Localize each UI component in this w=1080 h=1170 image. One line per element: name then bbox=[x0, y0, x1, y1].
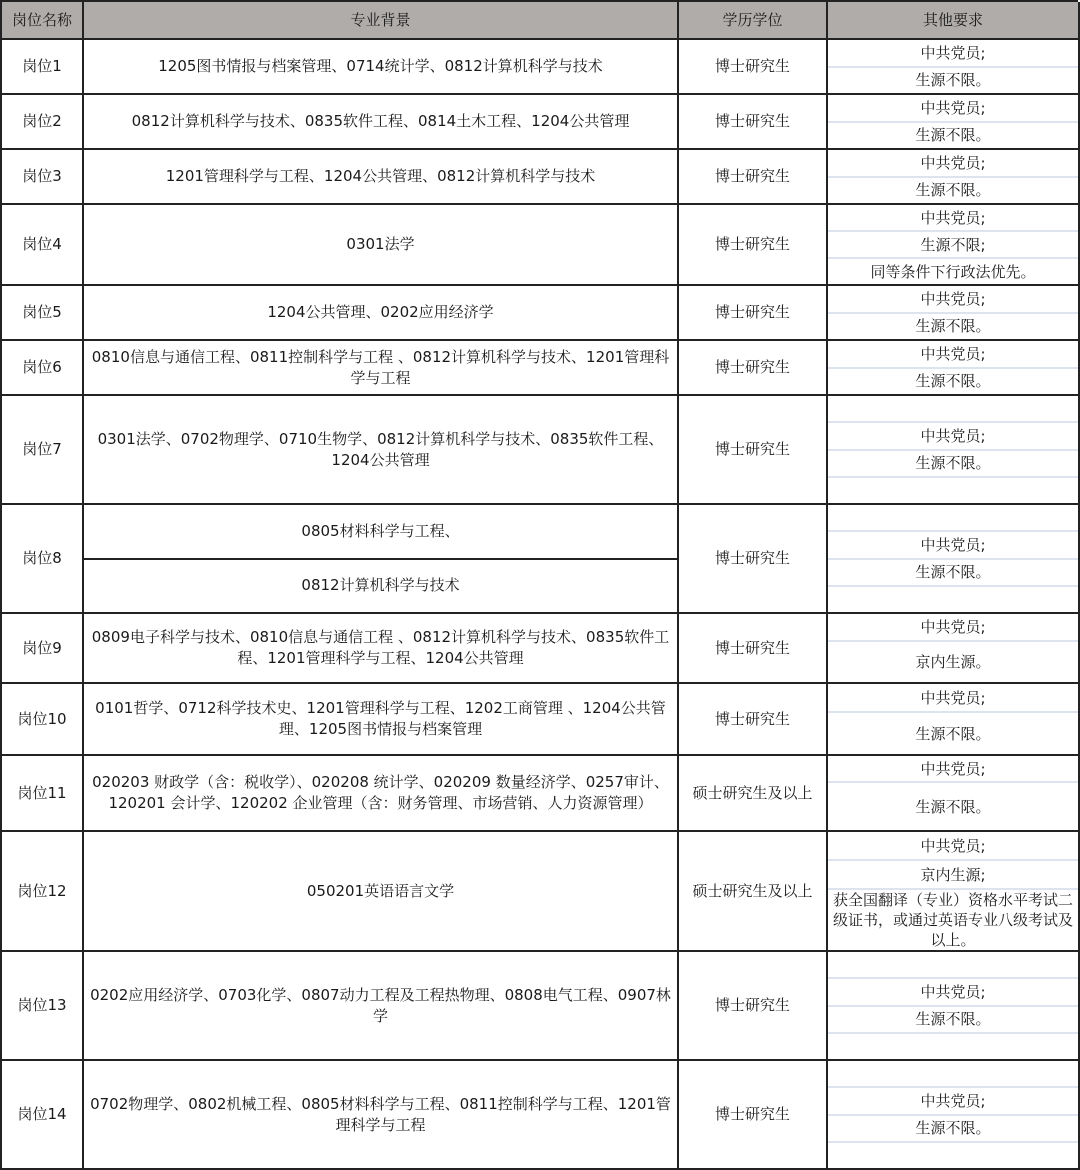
major-cell: 0810信息与通信工程、0811控制科学与工程 、0812计算机科学与技术、1201管理科学与工程 bbox=[84, 341, 679, 396]
position-name: 岗位10 bbox=[2, 684, 84, 756]
degree-cell: 博士研究生 bbox=[679, 1061, 828, 1170]
requirement-line: 京内生源。 bbox=[915, 653, 991, 672]
major-cell: 0301法学、0702物理学、0710生物学、0812计算机科学与技术、0835软件工程、1204公共管理 bbox=[84, 396, 679, 505]
requirement-line bbox=[828, 1143, 1078, 1168]
requirement-line: 获全国翻译（专业）资格水平考试二级证书，或通过英语专业八级考试及以上。 bbox=[832, 891, 1073, 949]
major-cell: 0812计算机科学与技术、0835软件工程、0814土木工程、1204公共管理 bbox=[84, 95, 679, 150]
position-name: 岗位7 bbox=[2, 396, 84, 505]
requirement-line: 中共党员; bbox=[828, 423, 1078, 450]
requirement-line bbox=[828, 587, 1078, 612]
degree-cell: 博士研究生 bbox=[679, 684, 828, 756]
degree-cell: 博士研究生 bbox=[679, 614, 828, 684]
requirement-line: 生源不限。 bbox=[828, 1116, 1078, 1143]
position-name: 岗位4 bbox=[2, 205, 84, 286]
requirement-line: 同等条件下行政法优先。 bbox=[870, 262, 1036, 281]
requirement-line: 中共党员; bbox=[828, 286, 1078, 314]
major-cell: 0301法学 bbox=[84, 205, 679, 286]
requirement-line: 中共党员; bbox=[828, 756, 1078, 783]
major-cell: 1204公共管理、0202应用经济学 bbox=[84, 286, 679, 341]
requirement-line bbox=[828, 1034, 1078, 1059]
degree-cell: 博士研究生 bbox=[679, 286, 828, 341]
requirement-line bbox=[828, 952, 1078, 979]
position-name: 岗位9 bbox=[2, 614, 84, 684]
requirement-line: 京内生源; bbox=[828, 861, 1078, 890]
position-name: 岗位2 bbox=[2, 95, 84, 150]
requirements-cell bbox=[828, 150, 1080, 205]
requirement-line: 中共党员; bbox=[828, 341, 1078, 369]
header-degree: 学历学位 bbox=[679, 2, 828, 40]
requirement-line: 中共党员; bbox=[828, 40, 1078, 68]
degree-cell: 博士研究生 bbox=[679, 505, 828, 614]
requirement-line bbox=[828, 396, 1078, 423]
requirement-line: 生源不限。 bbox=[915, 71, 991, 90]
requirement-line: 中共党员; bbox=[828, 532, 1078, 559]
degree-cell: 硕士研究生及以上 bbox=[679, 832, 828, 952]
major-cell: 0809电子科学与技术、0810信息与通信工程 、0812计算机科学与技术、0835软件工程、1201管理科学与工程、1204公共管理 bbox=[84, 614, 679, 684]
requirement-line bbox=[828, 1061, 1078, 1088]
requirement-line: 中共党员; bbox=[828, 979, 1078, 1006]
position-name: 岗位12 bbox=[2, 832, 84, 952]
requirement-line: 中共党员; bbox=[828, 684, 1078, 713]
requirement-line: 中共党员; bbox=[828, 614, 1078, 642]
requirements-cell bbox=[828, 95, 1080, 150]
position-name: 岗位14 bbox=[2, 1061, 84, 1170]
major-cell: 020203 财政学（含：税收学）、020208 统计学、020209 数量经济学、0257审计、120201 会计学、120202 企业管理（含：财务管理、市场营销、人力资源管理） bbox=[84, 756, 679, 832]
requirement-line: 生源不限。 bbox=[915, 126, 991, 145]
degree-cell: 博士研究生 bbox=[679, 205, 828, 286]
header-position-name: 岗位名称 bbox=[2, 2, 84, 40]
position-name: 岗位8 bbox=[2, 505, 84, 614]
degree-cell: 博士研究生 bbox=[679, 95, 828, 150]
requirements-cell bbox=[828, 756, 1080, 832]
requirements-cell bbox=[828, 205, 1080, 286]
requirements-cell bbox=[828, 40, 1080, 95]
position-name: 岗位13 bbox=[2, 952, 84, 1061]
header-major: 专业背景 bbox=[84, 2, 679, 40]
position-name: 岗位11 bbox=[2, 756, 84, 832]
requirement-line: 生源不限。 bbox=[915, 724, 991, 743]
major-cell: 1205图书情报与档案管理、0714统计学、0812计算机科学与技术 bbox=[84, 40, 679, 95]
position-name: 岗位5 bbox=[2, 286, 84, 341]
major-part: 0812计算机科学与技术 bbox=[301, 576, 460, 595]
header-requirements: 其他要求 bbox=[828, 2, 1080, 40]
major-cell bbox=[84, 505, 679, 614]
requirements-cell bbox=[828, 341, 1080, 396]
position-name: 岗位1 bbox=[2, 40, 84, 95]
requirement-line: 生源不限。 bbox=[915, 317, 991, 336]
major-part: 0805材料科学与工程、 bbox=[84, 505, 677, 560]
requirements-cell bbox=[828, 505, 1080, 614]
major-cell: 1201管理科学与工程、1204公共管理、0812计算机科学与技术 bbox=[84, 150, 679, 205]
requirements-cell bbox=[828, 952, 1080, 1061]
requirement-line: 中共党员; bbox=[828, 832, 1078, 861]
requirements-cell bbox=[828, 1061, 1080, 1170]
requirement-line: 中共党员; bbox=[828, 1088, 1078, 1115]
requirement-line: 生源不限。 bbox=[828, 560, 1078, 587]
requirements-cell bbox=[828, 396, 1080, 505]
degree-cell: 博士研究生 bbox=[679, 341, 828, 396]
requirement-line: 中共党员; bbox=[828, 95, 1078, 123]
requirement-line bbox=[828, 478, 1078, 503]
degree-cell: 硕士研究生及以上 bbox=[679, 756, 828, 832]
requirement-line: 生源不限; bbox=[828, 232, 1078, 259]
major-cell: 0702物理学、0802机械工程、0805材料科学与工程、0811控制科学与工程、1201管理科学与工程 bbox=[84, 1061, 679, 1170]
degree-cell: 博士研究生 bbox=[679, 150, 828, 205]
requirement-line: 中共党员; bbox=[828, 150, 1078, 178]
major-cell: 050201英语语言文学 bbox=[84, 832, 679, 952]
degree-cell: 博士研究生 bbox=[679, 952, 828, 1061]
requirements-cell bbox=[828, 286, 1080, 341]
requirement-line: 生源不限。 bbox=[915, 372, 991, 391]
requirement-line: 生源不限。 bbox=[828, 451, 1078, 478]
requirement-line: 中共党员; bbox=[828, 205, 1078, 232]
position-name: 岗位6 bbox=[2, 341, 84, 396]
requirements-cell bbox=[828, 832, 1080, 952]
requirement-line: 生源不限。 bbox=[915, 797, 991, 816]
requirements-cell bbox=[828, 684, 1080, 756]
requirement-line: 生源不限。 bbox=[915, 181, 991, 200]
major-cell: 0202应用经济学、0703化学、0807动力工程及工程热物理、0808电气工程、0907林学 bbox=[84, 952, 679, 1061]
requirement-line: 生源不限。 bbox=[828, 1007, 1078, 1034]
requirements-cell bbox=[828, 614, 1080, 684]
degree-cell: 博士研究生 bbox=[679, 396, 828, 505]
position-name: 岗位3 bbox=[2, 150, 84, 205]
requirement-line bbox=[828, 505, 1078, 532]
major-cell: 0101哲学、0712科学技术史、1201管理科学与工程、1202工商管理 、1204公共管理、1205图书情报与档案管理 bbox=[84, 684, 679, 756]
degree-cell: 博士研究生 bbox=[679, 40, 828, 95]
